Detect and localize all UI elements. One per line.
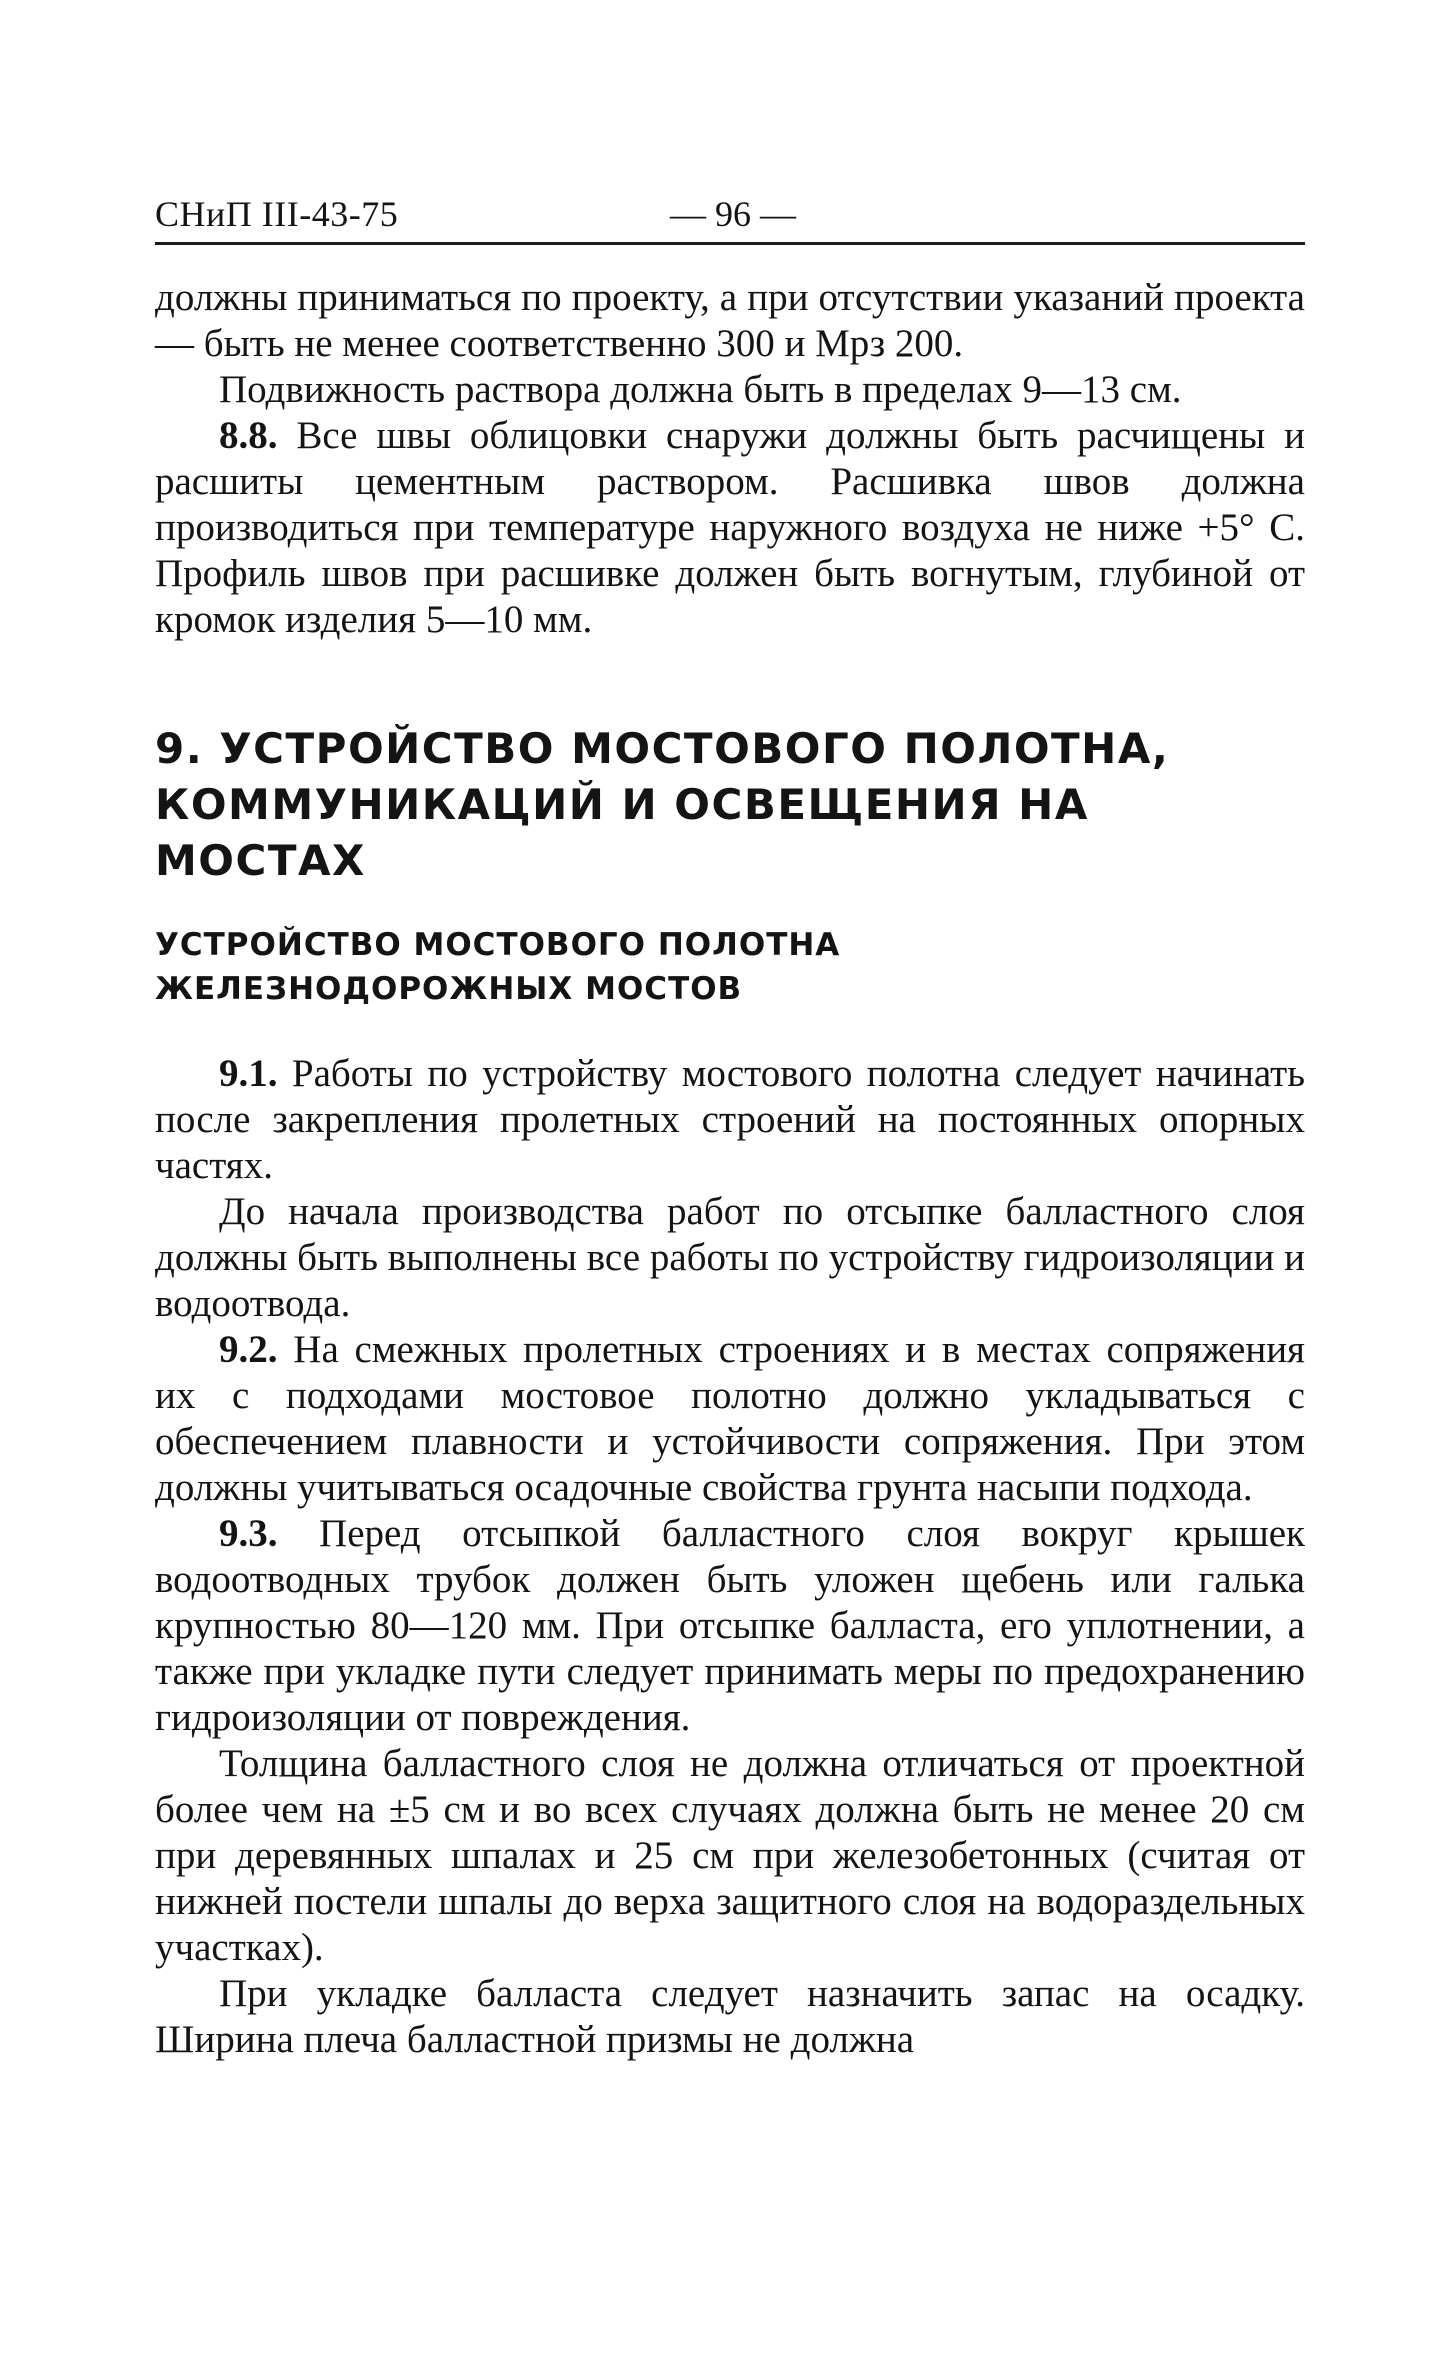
header-rule	[155, 242, 1305, 245]
document-page	[155, 190, 1305, 2063]
clause-number: 8.8.	[219, 414, 278, 457]
document-code: СНиП III-43-75	[155, 194, 399, 234]
subsection-title: УСТРОЙСТВО МОСТОВОГО ПОЛОТНА ЖЕЛЕЗНОДОРОЖНЫХ МОСТОВ	[155, 927, 841, 1007]
paragraph-9-2: 9.2. На смежных пролетных строениях и в местах сопряжения их с подходами мостовое полотно должно укладываться с обеспечением плавности и устойчивости сопряжения. При этом должны учитываться осадочные свойства грунта насыпи подхода.	[155, 1328, 1305, 1509]
paragraph: Толщина балластного слоя не должна отличаться от проектной более чем на ±5 см и во всех случаях должна быть не менее 20 см при деревянных шпалах и 25 см при железобетонных (считая от нижней постели шпалы до верха защитного слоя на водораздельных участках).	[155, 1742, 1305, 1969]
paragraph: До начала производства работ по отсыпке балластного слоя должны быть выполнены все работы по устройству гидроизоляции и водоотвода.	[155, 1190, 1305, 1325]
running-header	[155, 190, 1305, 238]
clause-number: 9.3.	[219, 1512, 278, 1555]
clause-number: 9.1.	[219, 1052, 278, 1095]
clause-number: 9.2.	[219, 1328, 278, 1371]
paragraph: должны приниматься по проекту, а при отсутствии указаний проекта — быть не менее соответственно 300 и Мрз 200.	[155, 276, 1305, 365]
page-number: — 96 —	[670, 194, 796, 234]
paragraph-9-1: 9.1. Работы по устройству мостового полотна следует начинать после закрепления пролетных строений на постоянных опорных частях.	[155, 1052, 1305, 1187]
body-text-top	[155, 275, 1305, 643]
body-text-bottom	[155, 1051, 1305, 2063]
paragraph-8-8: 8.8. Все швы облицовки снаружи должны быть расчищены и расшиты цементным раствором. Расшивка швов должна производиться при температуре наружного воздуха не ниже +5° С. Профиль швов при расшивке должен быть вогнутым, глубиной от кромок изделия 5—10 мм.	[155, 414, 1305, 641]
paragraph: Подвижность раствора должна быть в пределах 9—13 см.	[219, 368, 1182, 411]
paragraph-9-3: 9.3. Перед отсыпкой балластного слоя вокруг крышек водоотводных трубок должен быть уложен щебень или галька крупностью 80—120 мм. При отсыпке балласта, его уплотнении, а также при укладке пути следует принимать меры по предохранению гидроизоляции от повреждения.	[155, 1512, 1305, 1739]
section-title: 9. УСТРОЙСТВО МОСТОВОГО ПОЛОТНА, КОММУНИКАЦИЙ И ОСВЕЩЕНИЯ НА МОСТАХ	[155, 724, 1170, 885]
paragraph: При укладке балласта следует назначить запас на осадку. Ширина плеча балластной призмы не должна	[155, 1972, 1305, 2061]
